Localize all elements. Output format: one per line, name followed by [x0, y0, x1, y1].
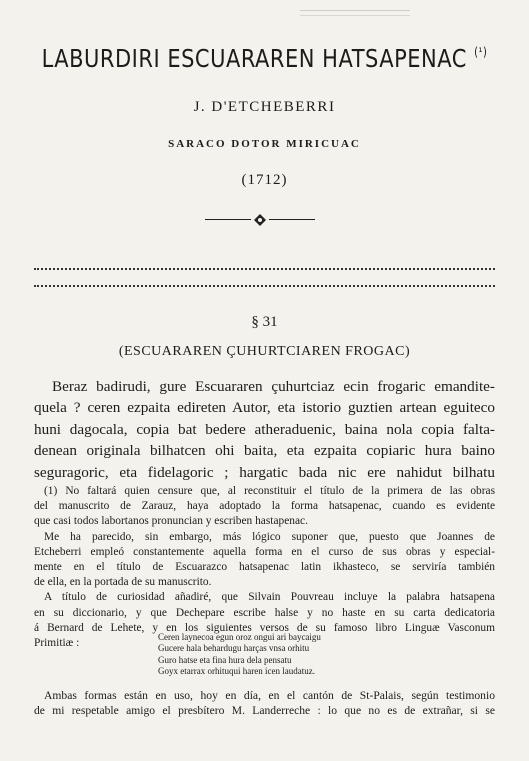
page-title [0, 44, 529, 73]
author-subtitle: SARACO DOTOR MIRICUAC [168, 138, 361, 150]
section-number: § 31 [251, 314, 278, 330]
ornament-divider [205, 213, 315, 225]
dotted-rule-top [34, 268, 495, 270]
verse-line: Goyx etarrax orhituqui haren icen laudatuz. [158, 665, 315, 676]
title-text: LABURDIRI ESCUARAREN HATSAPENAC [41, 44, 467, 73]
body-line: quela ? ceren ezpaita edireten Autor, eta istorio guztien artean eguiteco [34, 399, 495, 417]
closing-paragraph [34, 688, 495, 718]
header-rule [300, 10, 410, 16]
title-footnote-marker: (¹) [474, 46, 488, 60]
verse-line: Guro hatse eta fina hura dela pensatu [158, 654, 292, 665]
body-line: Beraz badirudi, gure Escuararen çuhurtciaz ecin frogaric emandite- [52, 378, 495, 395]
section-title: (ESCUARAREN ÇUHURTCIAREN FROGAC) [118, 344, 411, 359]
footnote-line: á Bernard de Lehete, y en los siguientes versos de su famoso libro Linguæ Vasconum [34, 621, 495, 634]
closing-line: Ambas formas están en uso, hoy en día, en el cantón de St-Palais, según testimonio [44, 689, 495, 702]
footnote-line: Etcheberri empleó constantemente aquella forma en el curso de sus obras y especial- [34, 545, 495, 558]
dotted-rule-bottom [34, 285, 495, 287]
footnote-block [34, 484, 495, 651]
author-name: J. D'ETCHEBERRI [193, 99, 336, 115]
publication-year: (1712) [241, 172, 288, 188]
ornament-line-right [269, 219, 315, 220]
closing-line: de mi respetable amigo el presbítero M. Landerreche : lo que no es de extrañar, si se [34, 704, 495, 718]
footnote-line: de ella, en la portada de su manuscrito. [34, 576, 212, 589]
footnote-line: mente en el título de Escuarazco hatsapenac latin ikhasteco, se serviría también [34, 561, 495, 574]
footnote-line: A título de curiosidad añadiré, que Silvain Pouvreau incluye la palabra hatsapena [44, 591, 495, 604]
verse-line: Ceren laynecoa egun oroz ongui ari baycaigu [158, 632, 321, 642]
footnote-line: (1) No faltará quien censure que, al reconstituir el título de la primera de las obras [44, 485, 495, 497]
body-line: seguragoric, eta fidelagoric ; hargatic bada nic ere nahidut bilhatu [34, 463, 495, 481]
footnote-line: Primitiæ : [34, 637, 80, 650]
body-line: huni dagocala, copia bat bedere atheraduenic, baina nola copia falta- [34, 420, 495, 438]
body-line: denean originala bilhatcen ohi baita, eta ezpaita copiaric hura baino [34, 442, 495, 460]
footnote-line: del manuscrito de Zarauz, haya adoptado la forma hatsapenac, cuando es evidente [34, 500, 495, 513]
ornament-diamond-icon [254, 214, 266, 226]
body-paragraph [34, 376, 495, 483]
footnote-line: Me ha parecido, sin embargo, más lógico suponer que, puesto que Joannes de [44, 530, 495, 543]
footnote-line: en su diccionario, y que Dechepare escribe halse y no haste en su carta dedicatoria [34, 606, 495, 619]
verse-block [158, 632, 398, 677]
ornament-line-left [205, 219, 251, 220]
verse-line: Gucere hala behardugu harças vnsa orhitu [158, 643, 310, 654]
footnote-line: que casi todos labortanos pronuncian y escriben hastapenac. [34, 515, 308, 528]
